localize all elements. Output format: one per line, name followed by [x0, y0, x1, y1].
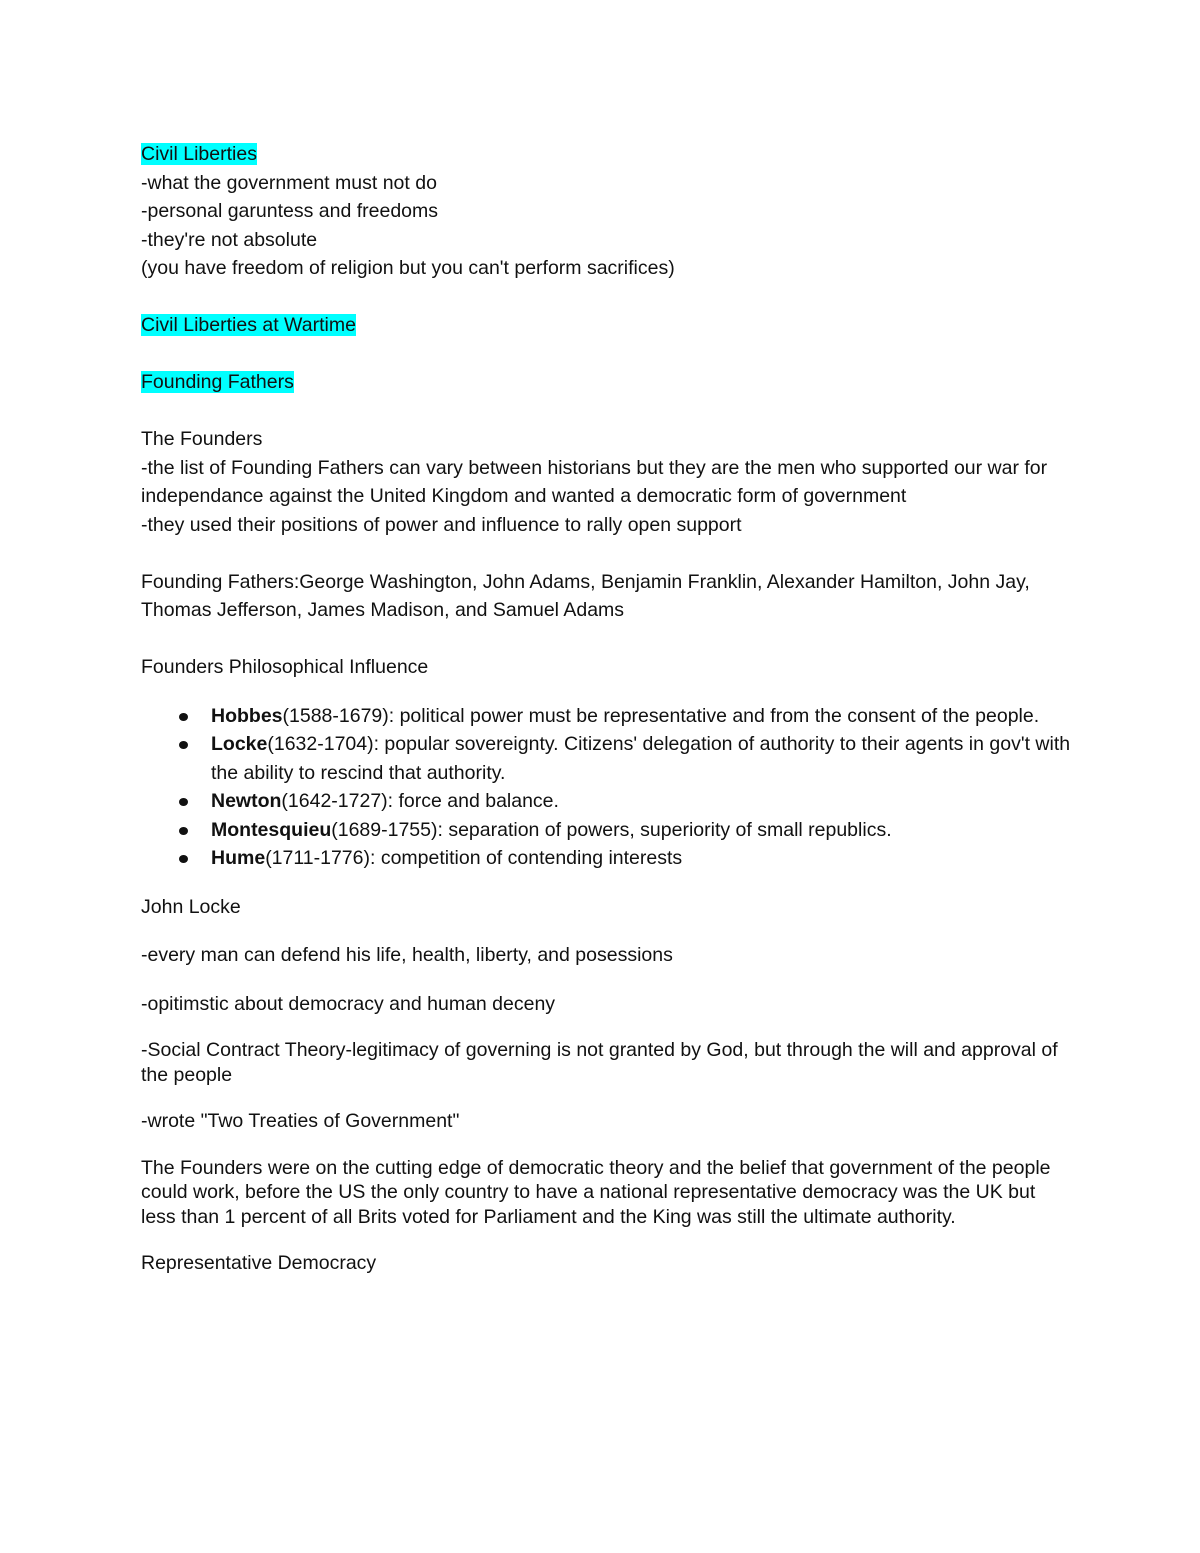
list-item	[141, 816, 1071, 845]
philosopher-name: Hobbes	[211, 704, 283, 727]
civil-liberties-heading: Civil Liberties	[141, 143, 257, 165]
civil-liberties-line: -they're not absolute	[141, 228, 318, 251]
philosopher-name: Hume	[211, 847, 266, 869]
founding-fathers-heading: Founding Fathers	[141, 371, 294, 393]
philosopher-detail: (1642-1727): force and balance.	[281, 790, 559, 812]
john-locke-point: -wrote "Two Treaties of Government"	[141, 1110, 460, 1132]
philosophical-influence-section	[141, 653, 1071, 873]
john-locke-point: -every man can defend his life, health, liberty, and posessions	[141, 944, 673, 966]
civil-liberties-line: -personal garuntess and freedoms	[141, 200, 439, 222]
document-page	[141, 140, 1071, 1278]
the-founders-paragraph: -the list of Founding Fathers can vary between historians but they are the men who supported our war for independance against the United Kingdom and wanted a democratic form of government	[141, 456, 1048, 507]
the-founders-title: The Founders	[141, 428, 263, 450]
bullet-icon	[179, 827, 188, 835]
john-locke-title: John Locke	[141, 895, 241, 918]
civil-liberties-line: (you have freedom of religion but you can't perform sacrifices)	[141, 257, 675, 279]
philosopher-name: Newton	[211, 790, 282, 812]
civil-liberties-line: -what the government must not do	[141, 171, 437, 194]
representative-democracy-title: Representative Democracy	[141, 1252, 377, 1274]
philosopher-name: Locke	[211, 733, 268, 755]
john-locke-point: -opitimstic about democracy and human deceny	[141, 992, 556, 1015]
the-founders-section	[141, 425, 1071, 539]
bullet-icon	[179, 741, 188, 749]
cutting-edge-paragraph: The Founders were on the cutting edge of democratic theory and the belief that government of the people could work, before the US the only country to have a national representative democracy was the UK but less than 1 percent of all Brits voted for Parliament and the King was still the ultimate authority.	[141, 1156, 1051, 1228]
founders-list: Founding Fathers:George Washington, John Adams, Benjamin Franklin, Alexander Hamilton, John Jay, Thomas Jefferson, James Madison, and Samuel Adams	[141, 570, 1030, 621]
bullet-icon	[179, 798, 188, 806]
john-locke-section	[141, 893, 1071, 1136]
list-item	[141, 844, 1071, 873]
the-founders-paragraph: -they used their positions of power and influence to rally open support	[141, 513, 742, 536]
philosopher-name: Montesquieu	[211, 818, 332, 841]
list-item	[141, 702, 1071, 731]
philosopher-detail: (1632-1704): popular sovereignty. Citizens' delegation of authority to their agents in gov't with the ability to rescind that authority.	[211, 733, 1071, 784]
list-item	[141, 787, 1071, 816]
civil-liberties-section	[141, 140, 1071, 283]
wartime-heading: Civil Liberties at Wartime	[141, 314, 356, 336]
john-locke-point: -Social Contract Theory-legitimacy of governing is not granted by God, but through the will and approval of the people	[141, 1039, 1058, 1086]
philosopher-detail: (1689-1755): separation of powers, superiority of small republics.	[331, 818, 892, 841]
bullet-icon	[179, 855, 188, 863]
bullet-icon	[179, 713, 188, 721]
philosopher-detail: (1711-1776): competition of contending interests	[265, 847, 683, 869]
philosopher-detail: (1588-1679): political power must be representative and from the consent of the people.	[282, 704, 1040, 727]
influence-title: Founders Philosophical Influence	[141, 656, 429, 678]
influence-list	[141, 702, 1071, 873]
list-item	[141, 730, 1071, 787]
